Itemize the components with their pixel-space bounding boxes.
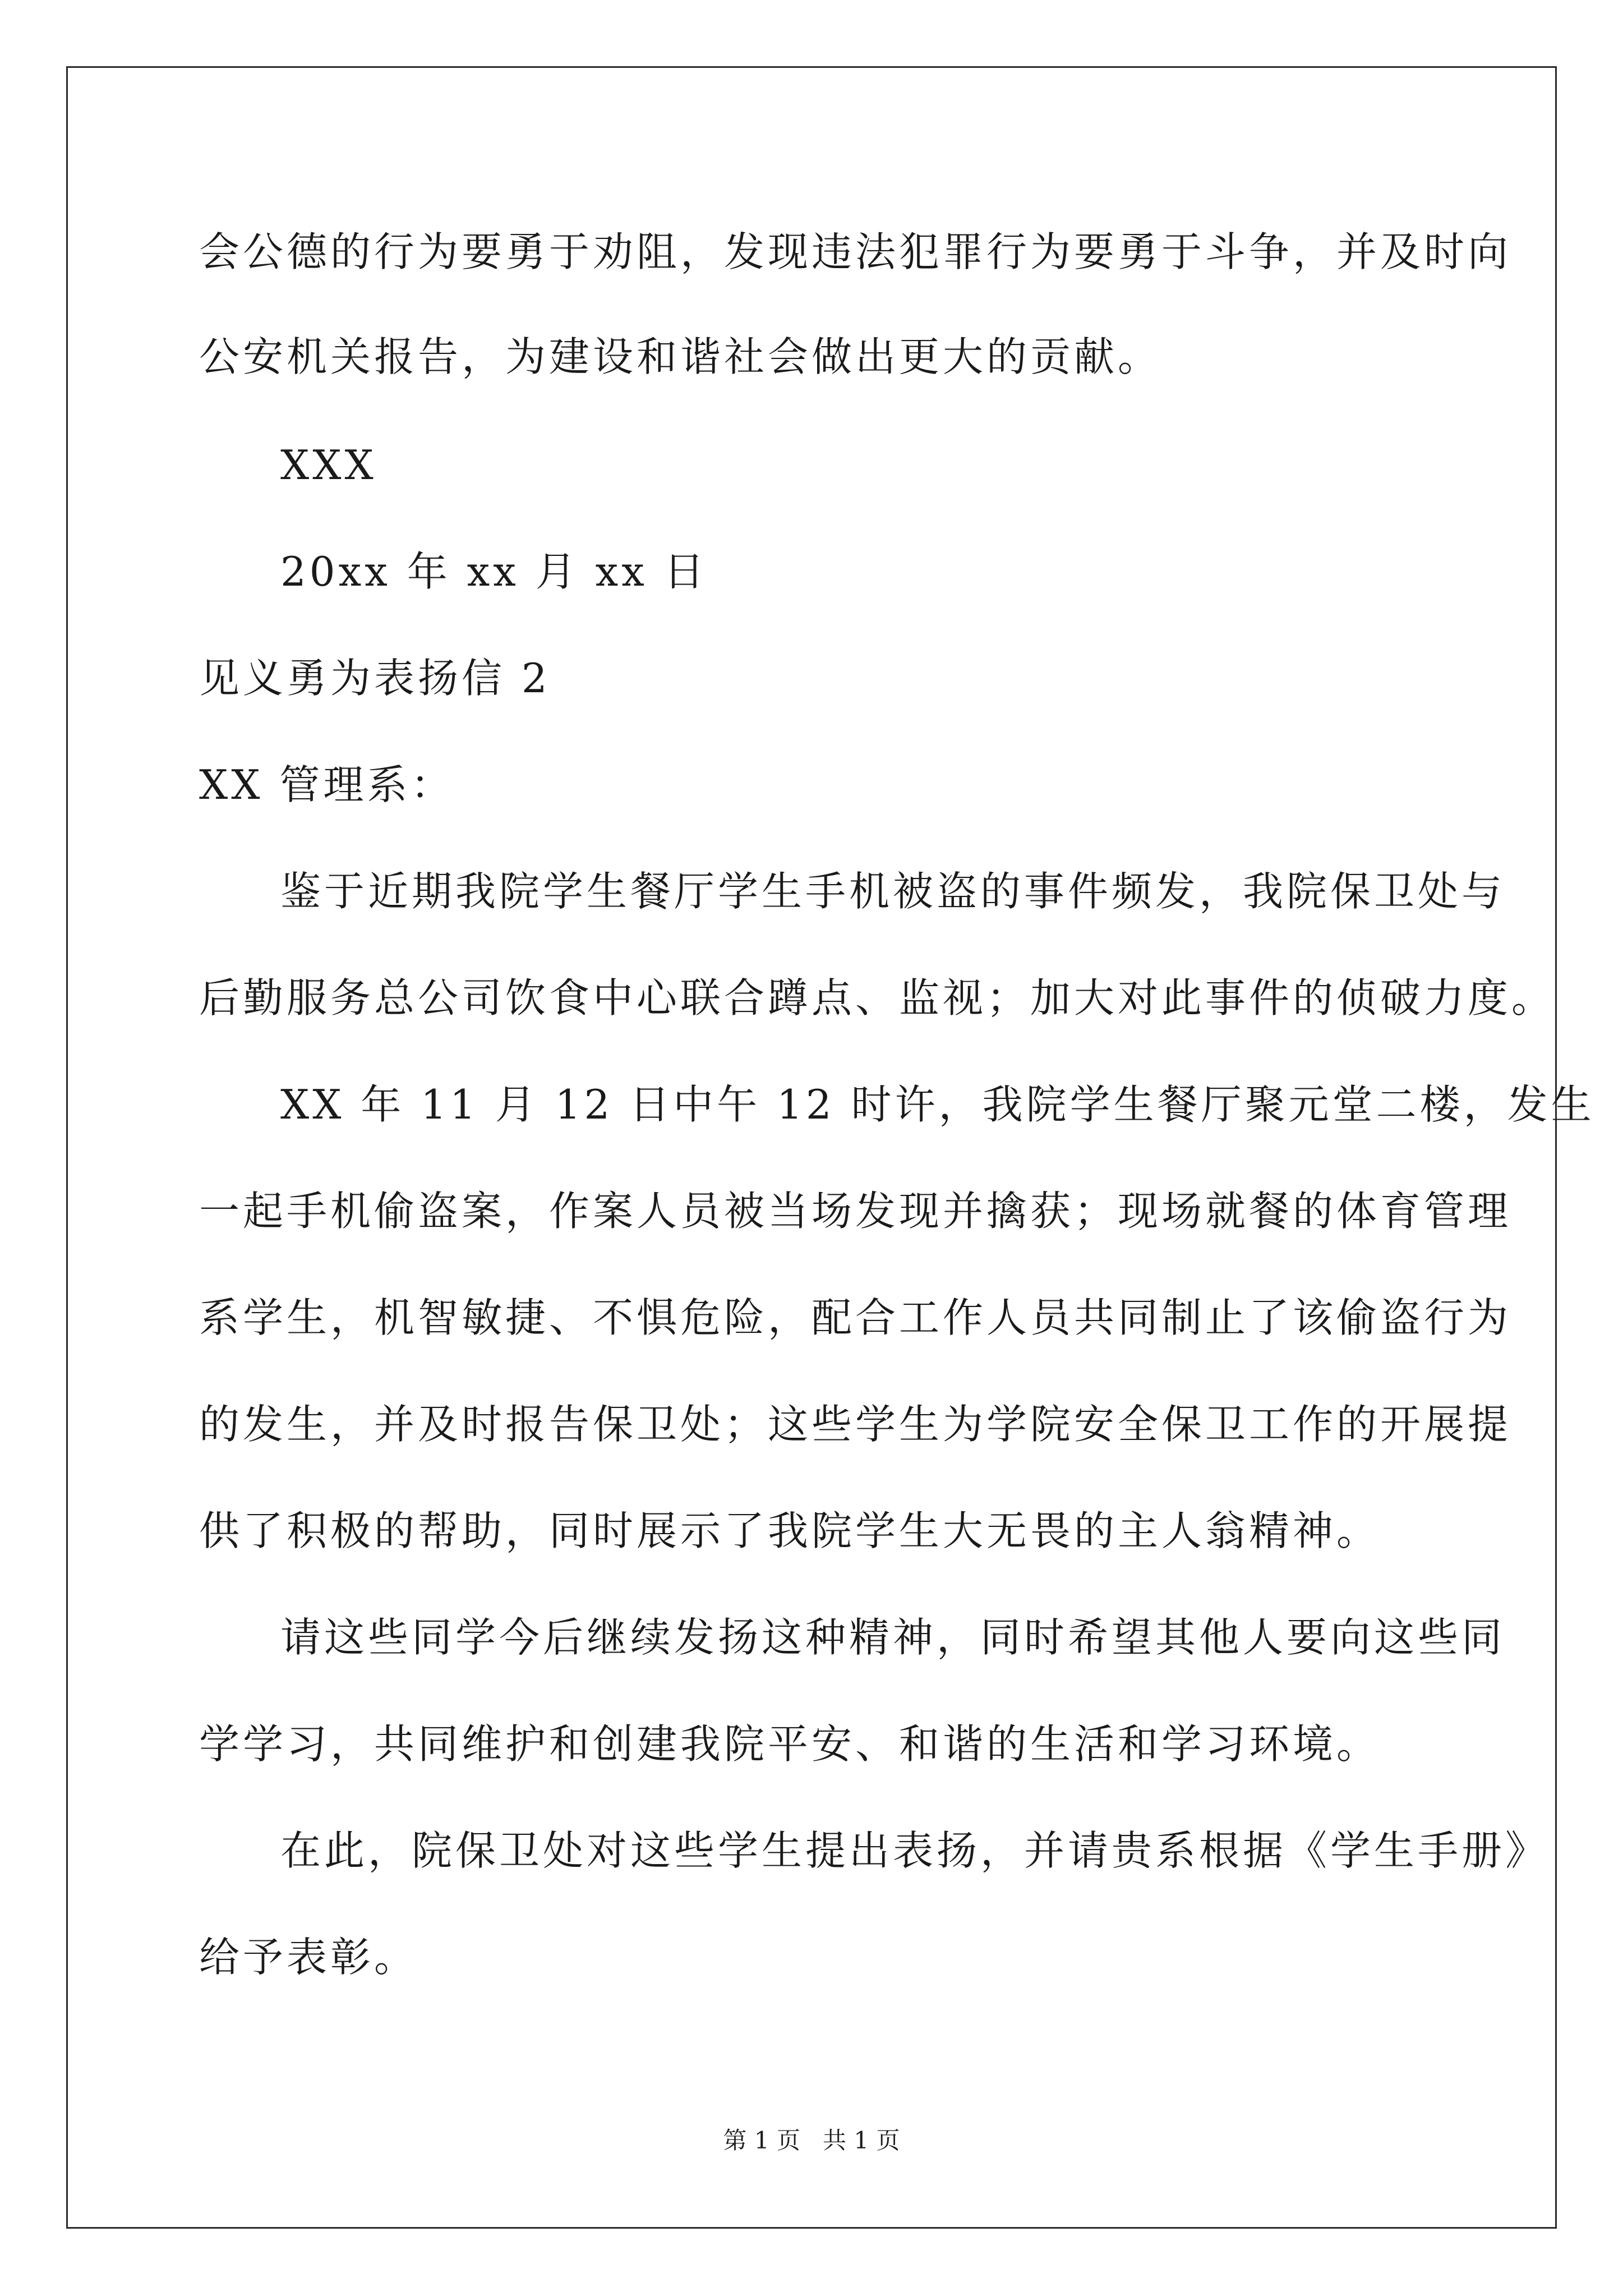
page-border — [66, 66, 1557, 2229]
salutation: XX 管理系： — [199, 761, 455, 808]
paragraph-line: XX 年 11 月 12 日中午 12 时许，我院学生餐厅聚元堂二楼，发生 — [280, 1081, 1595, 1128]
paragraph-line: 供了积极的帮助，同时展示了我院学生大无畏的主人翁精神。 — [199, 1507, 1381, 1554]
paragraph-line: 给予表彰。 — [199, 1934, 418, 1981]
paragraph-line: 鉴于近期我院学生餐厅学生手机被盗的事件频发，我院保卫处与 — [280, 868, 1506, 915]
paragraph-line: 在此，院保卫处对这些学生提出表扬，并请贵系根据《学生手册》 — [280, 1827, 1550, 1874]
paragraph-line: 会公德的行为要勇于劝阻，发现违法犯罪行为要勇于斗争，并及时向 — [199, 228, 1512, 275]
paragraph-line: 公安机关报告，为建设和谐社会做出更大的贡献。 — [199, 333, 1162, 380]
paragraph-line: 学学习，共同维护和创建我院平安、和谐的生活和学习环境。 — [199, 1720, 1381, 1768]
paragraph-line: 一起手机偷盗案，作案人员被当场发现并擒获；现场就餐的体育管理 — [199, 1188, 1512, 1235]
page-number: 第 1 页 共 1 页 — [723, 2127, 900, 2154]
signature-date: 20xx 年 xx 月 xx 日 — [280, 548, 708, 595]
paragraph-line: 后勤服务总公司饮食中心联合蹲点、监视；加大对此事件的侦破力度。 — [199, 974, 1556, 1022]
signature-name: XXX — [280, 441, 377, 489]
paragraph-line: 系学生，机智敏捷、不惧危险，配合工作人员共同制止了该偷盗行为 — [199, 1294, 1512, 1341]
paragraph-line: 的发生，并及时报告保卫处；这些学生为学院安全保卫工作的开展提 — [199, 1401, 1512, 1448]
section-title: 见义勇为表扬信 2 — [199, 655, 551, 702]
paragraph-line: 请这些同学今后继续发扬这种精神，同时希望其他人要向这些同 — [280, 1614, 1506, 1661]
